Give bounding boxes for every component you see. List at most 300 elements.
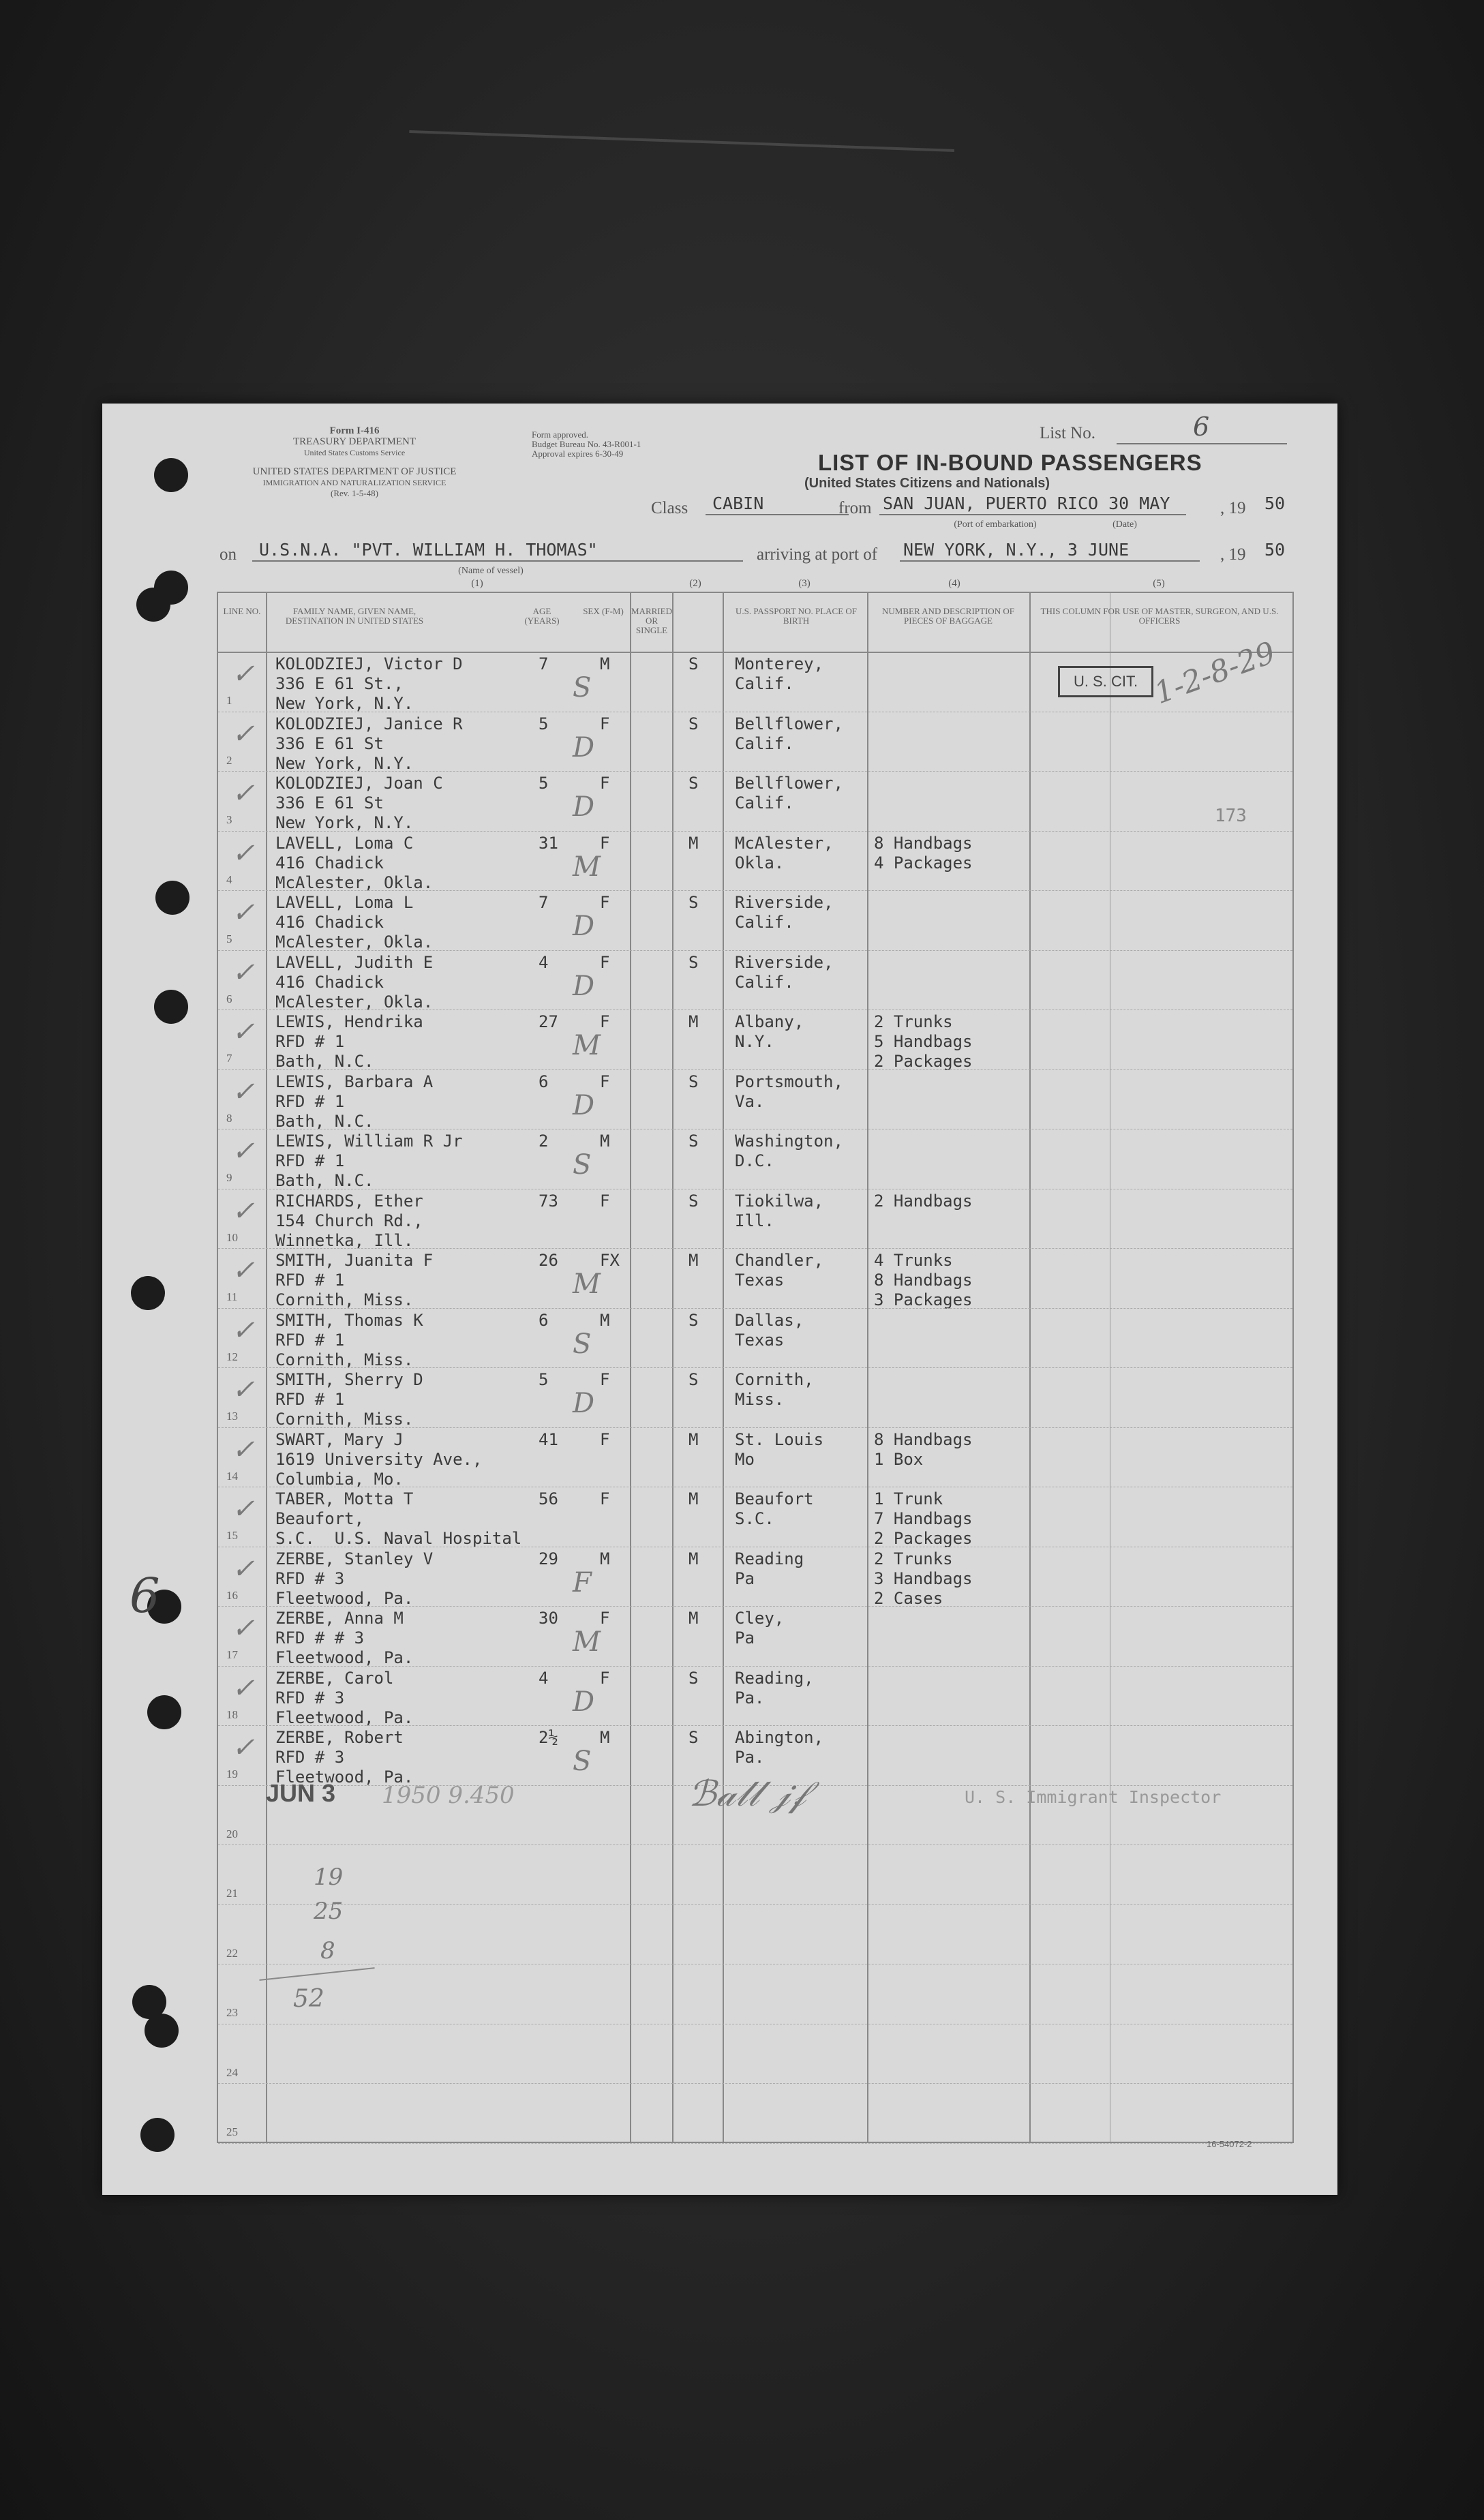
passenger-name: KOLODZIEJ, Joan C — [275, 774, 443, 793]
table-row — [218, 1069, 1292, 1129]
birth-place-1: Bellflower, — [735, 714, 843, 733]
passenger-sex: F — [600, 1668, 610, 1688]
line-number: 3 — [226, 813, 232, 826]
from-underline — [879, 514, 1186, 515]
birth-place-1: Reading — [735, 1549, 804, 1568]
passenger-sex: M — [600, 654, 610, 673]
check-mark: ✓ — [232, 1136, 255, 1167]
manifest-page — [102, 404, 1337, 2195]
check-mark: ✓ — [232, 1314, 255, 1346]
pencil-mark: S — [573, 1328, 592, 1360]
form-approved: Form approved. — [532, 429, 589, 440]
col-head-married: MARRIED OR SINGLE — [631, 606, 672, 635]
passenger-address-1: 416 Chadick — [275, 913, 384, 932]
inspector-label: U. S. Immigrant Inspector — [965, 1787, 1222, 1807]
passenger-age: 7 — [539, 654, 549, 673]
passenger-name: LAVELL, Loma C — [275, 833, 414, 853]
passenger-address-1: RFD # 3 — [275, 1748, 345, 1767]
col-num-3: (3) — [798, 578, 811, 589]
marital-status: S — [688, 1370, 699, 1389]
passenger-age: 5 — [539, 774, 549, 793]
baggage-3: 2 Cases — [874, 1588, 943, 1608]
date-caption: (Date) — [1112, 519, 1137, 530]
line-number: 15 — [226, 1529, 238, 1542]
passenger-sex: F — [600, 833, 610, 853]
passenger-address-1: RFD # # 3 — [275, 1628, 365, 1648]
from-label: from — [838, 499, 872, 517]
line-number: 21 — [226, 1887, 238, 1900]
check-mark: ✓ — [232, 897, 255, 928]
check-mark: ✓ — [232, 837, 255, 869]
table-row — [218, 831, 1292, 891]
passenger-table — [217, 592, 1294, 2143]
port-embarkation-caption: (Port of embarkation) — [954, 519, 1037, 530]
passenger-name: SMITH, Thomas K — [275, 1310, 423, 1330]
marital-status: S — [688, 1191, 699, 1211]
vessel-caption: (Name of vessel) — [458, 566, 524, 576]
check-mark: ✓ — [232, 1016, 255, 1048]
baggage-3: 2 Packages — [874, 1529, 973, 1548]
marital-status: S — [688, 1310, 699, 1330]
passenger-age: 27 — [539, 1012, 558, 1031]
passenger-name: SMITH, Sherry D — [275, 1370, 423, 1389]
year-value-1: 50 — [1265, 494, 1286, 513]
passenger-address-1: RFD # 1 — [275, 1271, 345, 1290]
birth-place-2: Pa. — [735, 1688, 765, 1707]
birth-place-2: D.C. — [735, 1151, 774, 1170]
passenger-address-1: 416 Chadick — [275, 972, 384, 992]
check-mark: ✓ — [232, 1374, 255, 1406]
line-number: 25 — [226, 2125, 238, 2138]
table-row — [218, 771, 1292, 831]
marital-status: S — [688, 952, 699, 972]
passenger-address-1: RFD # 3 — [275, 1568, 345, 1588]
line-number: 20 — [226, 1827, 238, 1840]
baggage-1: 2 Trunks — [874, 1549, 953, 1568]
arrival-underline — [900, 560, 1200, 562]
line-number: 23 — [226, 2006, 238, 2019]
page-title: LIST OF IN-BOUND PASSENGERS — [818, 450, 1202, 475]
margin-mark: 6 — [130, 1568, 160, 1624]
line-number: 18 — [226, 1707, 238, 1721]
passenger-sex: M — [600, 1310, 610, 1330]
budget-bureau: Budget Bureau No. 43-R001-1 — [532, 439, 641, 449]
list-no-label: List No. — [1040, 424, 1095, 442]
from-value: SAN JUAN, PUERTO RICO 30 MAY — [883, 494, 1170, 513]
pencil-mark: F — [573, 1566, 592, 1598]
passenger-age: 2½ — [539, 1728, 558, 1747]
passenger-address-1: 336 E 61 St — [275, 793, 384, 813]
birth-place-2: N.Y. — [735, 1032, 774, 1051]
table-row — [218, 1487, 1292, 1547]
check-mark: ✓ — [232, 1672, 255, 1704]
table-row — [218, 1547, 1292, 1607]
birth-place-1: Riverside, — [735, 893, 834, 912]
passenger-address-1: RFD # 1 — [275, 1151, 345, 1170]
baggage-3: 3 Packages — [874, 1290, 973, 1309]
table-row — [218, 712, 1292, 772]
birth-place-1: Albany, — [735, 1012, 804, 1031]
year-value-2: 50 — [1265, 540, 1286, 560]
empty-row — [218, 2083, 1292, 2143]
birth-place-1: Abington, — [735, 1728, 824, 1747]
passenger-name: SMITH, Juanita F — [275, 1251, 434, 1270]
col-head-birth: U.S. PASSPORT NO. PLACE OF BIRTH — [735, 606, 858, 626]
check-mark: ✓ — [232, 718, 255, 750]
passenger-sex: F — [600, 893, 610, 912]
passenger-name: TABER, Motta T — [275, 1489, 414, 1508]
birth-place-2: Calif. — [735, 674, 794, 693]
passenger-sex: F — [600, 1191, 610, 1211]
list-no-value: 6 — [1193, 412, 1210, 442]
baggage-1: 2 Trunks — [874, 1012, 953, 1031]
passenger-sex: M — [600, 1132, 610, 1151]
vessel-underline — [252, 560, 743, 562]
arrival-port-date: NEW YORK, N.Y., 3 JUNE — [903, 540, 1130, 560]
passenger-address-2: S.C. U.S. Naval Hospital — [275, 1529, 522, 1548]
baggage-3: 2 Packages — [874, 1052, 973, 1071]
baggage-2: 8 Handbags — [874, 1271, 973, 1290]
line-number: 11 — [226, 1290, 238, 1303]
table-row — [218, 1606, 1292, 1666]
ins-service: IMMIGRATION AND NATURALIZATION SERVICE — [262, 478, 446, 487]
passenger-sex: F — [600, 1370, 610, 1389]
passenger-age: 6 — [539, 1310, 549, 1330]
birth-place-1: Washington, — [735, 1132, 843, 1151]
passenger-sex: F — [600, 1072, 610, 1091]
arriving-label: arriving at port of — [757, 545, 878, 564]
passenger-address-2: New York, N.Y. — [275, 694, 414, 713]
pencil-mark: S — [573, 1149, 592, 1181]
passenger-address-2: Cornith, Miss. — [275, 1290, 414, 1309]
pencil-mark: D — [573, 731, 595, 763]
birth-place-1: Dallas, — [735, 1310, 804, 1330]
marital-status: S — [688, 1132, 699, 1151]
passenger-sex: F — [600, 952, 610, 972]
table-row — [218, 1009, 1292, 1069]
birth-place-1: Portsmouth, — [735, 1072, 843, 1091]
line-number: 7 — [226, 1052, 232, 1065]
punch-hole — [154, 458, 188, 492]
line-number: 14 — [226, 1469, 238, 1483]
line-number: 1 — [226, 694, 232, 707]
footer-code: 16-54072-2 — [1207, 2139, 1252, 2149]
baggage-2: 5 Handbags — [874, 1032, 973, 1051]
passenger-name: LAVELL, Judith E — [275, 952, 434, 972]
passenger-sex: F — [600, 1489, 610, 1508]
passenger-name: LEWIS, Hendrika — [275, 1012, 423, 1031]
passenger-address-2: Cornith, Miss. — [275, 1410, 414, 1429]
passenger-age: 41 — [539, 1429, 558, 1449]
col-head-sex: SEX (F-M) — [583, 606, 624, 616]
passenger-age: 29 — [539, 1549, 558, 1568]
punch-hole — [147, 1695, 181, 1729]
line-number: 16 — [226, 1588, 238, 1602]
date-stamp: JUN 3 — [266, 1779, 336, 1807]
marital-status: M — [688, 1251, 699, 1270]
tally-total: 52 — [293, 1985, 324, 2013]
inspector-signature: ℬ𝒶𝓁𝓁 𝒿𝒻 — [688, 1774, 806, 1815]
punch-hole — [145, 2014, 179, 2048]
empty-row — [218, 2024, 1292, 2084]
punch-hole — [140, 2118, 175, 2152]
tally-3: 8 — [320, 1937, 335, 1964]
table-row — [218, 1367, 1292, 1427]
passenger-sex: F — [600, 1609, 610, 1628]
pencil-mark: D — [573, 1388, 595, 1419]
passenger-address-2: McAlester, Okla. — [275, 992, 434, 1012]
table-row — [218, 1129, 1292, 1189]
us-citizen-stamp: U. S. CIT. — [1058, 666, 1153, 697]
col-head-name: FAMILY NAME, GIVEN NAME, DESTINATION IN UNITED STATES — [285, 606, 424, 626]
baggage-1: 2 Handbags — [874, 1191, 973, 1211]
baggage-2: 1 Box — [874, 1449, 924, 1469]
passenger-sex: F — [600, 1429, 610, 1449]
check-mark: ✓ — [232, 1255, 255, 1286]
check-mark: ✓ — [232, 1433, 255, 1466]
marital-status: M — [688, 833, 699, 853]
birth-place-2: Calif. — [735, 913, 794, 932]
table-row — [218, 1666, 1292, 1726]
check-mark: ✓ — [232, 1076, 255, 1108]
marital-status: M — [688, 1489, 699, 1508]
birth-place-2: Okla. — [735, 853, 785, 872]
birth-place-2: Pa — [735, 1628, 755, 1648]
marital-status: S — [688, 654, 699, 673]
list-no-underline — [1117, 443, 1287, 444]
birth-place-1: Riverside, — [735, 952, 834, 972]
marital-status: S — [688, 774, 699, 793]
passenger-address-1: RFD # 1 — [275, 1032, 345, 1051]
pencil-mark: S — [573, 672, 592, 703]
line-number: 17 — [226, 1648, 238, 1661]
page-subtitle: (United States Citizens and Nationals) — [804, 476, 1050, 491]
table-row — [218, 950, 1292, 1010]
passenger-sex: FX — [600, 1251, 620, 1270]
passenger-sex: F — [600, 774, 610, 793]
form-number: Form I-416 — [329, 425, 380, 436]
empty-row — [218, 1845, 1292, 1904]
birth-place-1: St. Louis — [735, 1429, 824, 1449]
pencil-mark: M — [573, 1030, 601, 1061]
tally-2: 25 — [314, 1898, 344, 1925]
passenger-age: 30 — [539, 1609, 558, 1628]
passenger-sex: M — [600, 1549, 610, 1568]
officer-note: 1-2-8-29 — [1149, 635, 1280, 712]
passenger-age: 2 — [539, 1132, 549, 1151]
line-number: 6 — [226, 992, 232, 1005]
line-number: 5 — [226, 932, 232, 945]
passenger-address-2: Fleetwood, Pa. — [275, 1767, 414, 1787]
birth-place-2: Ill. — [735, 1211, 774, 1230]
passenger-address-2: McAlester, Okla. — [275, 872, 434, 892]
pencil-mark: S — [573, 1746, 592, 1777]
marital-status: M — [688, 1549, 699, 1568]
check-mark: ✓ — [232, 658, 255, 690]
check-mark: ✓ — [232, 1613, 255, 1644]
birth-place-1: Beaufort — [735, 1489, 814, 1508]
birth-place-2: Calif. — [735, 972, 794, 992]
birth-place-1: Reading, — [735, 1668, 814, 1688]
passenger-address-1: RFD # 1 — [275, 1091, 345, 1111]
passenger-address-1: RFD # 1 — [275, 1330, 345, 1350]
marital-status: S — [688, 714, 699, 733]
pencil-mark: D — [573, 911, 595, 942]
year-prefix-2: , 19 — [1220, 545, 1246, 564]
passenger-sex: F — [600, 1012, 610, 1031]
check-mark: ✓ — [232, 1732, 255, 1763]
passenger-name: SWART, Mary J — [275, 1429, 404, 1449]
justice-dept: UNITED STATES DEPARTMENT OF JUSTICE — [252, 466, 457, 477]
class-value: CABIN — [712, 494, 764, 513]
year-prefix-1: , 19 — [1220, 499, 1246, 517]
passenger-address-2: Columbia, Mo. — [275, 1469, 404, 1489]
passenger-name: KOLODZIEJ, Victor D — [275, 654, 463, 673]
passenger-address-2: Fleetwood, Pa. — [275, 1588, 414, 1608]
pencil-mark: M — [573, 851, 601, 883]
baggage-1: 1 Trunk — [874, 1489, 943, 1508]
marital-status: S — [688, 1728, 699, 1747]
line-number: 24 — [226, 2065, 238, 2079]
col-head-officers: THIS COLUMN FOR USE OF MASTER, SURGEON, AND U.S. OFFICERS — [1040, 606, 1279, 626]
passenger-address-2: Bath, N.C. — [275, 1052, 374, 1071]
marital-status: M — [688, 1429, 699, 1449]
passenger-address-2: Fleetwood, Pa. — [275, 1648, 414, 1667]
pencil-mark: D — [573, 791, 595, 823]
page-count: 173 — [1215, 806, 1247, 826]
vessel-name: U.S.N.A. "PVT. WILLIAM H. THOMAS" — [259, 540, 598, 560]
line-number: 22 — [226, 1946, 238, 1960]
tally-1: 19 — [314, 1864, 344, 1891]
marital-status: S — [688, 1668, 699, 1688]
birth-place-2: Calif. — [735, 793, 794, 813]
passenger-name: ZERBE, Robert — [275, 1728, 404, 1747]
birth-place-1: Bellflower, — [735, 774, 843, 793]
table-row — [218, 1427, 1292, 1487]
passenger-age: 7 — [539, 893, 549, 912]
birth-place-2: Calif. — [735, 733, 794, 753]
birth-place-1: Monterey, — [735, 654, 824, 673]
table-row — [218, 1189, 1292, 1249]
passenger-address-1: RFD # 3 — [275, 1688, 345, 1707]
passenger-age: 26 — [539, 1251, 558, 1270]
passenger-address-2: Bath, N.C. — [275, 1171, 374, 1190]
birth-place-1: Chandler, — [735, 1251, 824, 1270]
marital-status: M — [688, 1012, 699, 1031]
line-number: 8 — [226, 1111, 232, 1125]
birth-place-1: McAlester, — [735, 833, 834, 853]
passenger-age: 5 — [539, 714, 549, 733]
pencil-mark: D — [573, 1686, 595, 1718]
check-mark: ✓ — [232, 1195, 255, 1227]
customs-service: United States Customs Service — [303, 448, 406, 457]
line-number: 4 — [226, 872, 232, 886]
passenger-address-2: Bath, N.C. — [275, 1111, 374, 1131]
marital-status: S — [688, 1072, 699, 1091]
line-number: 12 — [226, 1350, 238, 1363]
passenger-address-1: 416 Chadick — [275, 853, 384, 872]
passenger-age: 31 — [539, 833, 558, 853]
treasury-dept: TREASURY DEPARTMENT — [292, 436, 417, 447]
birth-place-2: Va. — [735, 1091, 765, 1111]
passenger-age: 6 — [539, 1072, 549, 1091]
passenger-address-1: Beaufort, — [275, 1509, 365, 1528]
check-mark: ✓ — [232, 956, 255, 988]
punch-hole — [136, 588, 170, 622]
birth-place-1: Cornith, — [735, 1370, 814, 1389]
empty-row — [218, 1904, 1292, 1964]
passenger-age: 4 — [539, 1668, 549, 1688]
empty-row — [218, 1964, 1292, 2024]
passenger-address-2: Winnetka, Ill. — [275, 1230, 414, 1250]
passenger-name: ZERBE, Anna M — [275, 1609, 404, 1628]
birth-place-2: Mo — [735, 1449, 755, 1469]
birth-place-2: Miss. — [735, 1390, 785, 1409]
baggage-2: 3 Handbags — [874, 1568, 973, 1588]
passenger-name: LAVELL, Loma L — [275, 893, 414, 912]
class-underline — [706, 514, 849, 515]
baggage-1: 4 Trunks — [874, 1251, 953, 1270]
passenger-address-1: 154 Church Rd., — [275, 1211, 423, 1230]
passenger-address-1: 1619 University Ave., — [275, 1449, 483, 1469]
birth-place-2: S.C. — [735, 1509, 774, 1528]
punch-hole — [154, 990, 188, 1024]
passenger-address-2: New York, N.Y. — [275, 753, 414, 773]
marital-status: M — [688, 1609, 699, 1628]
passenger-address-2: Cornith, Miss. — [275, 1350, 414, 1369]
passenger-address-2: New York, N.Y. — [275, 813, 414, 832]
check-mark: ✓ — [232, 1493, 255, 1525]
row-divider — [218, 2143, 1292, 2144]
passenger-address-1: 336 E 61 St., — [275, 674, 404, 693]
passenger-address-1: 336 E 61 St — [275, 733, 384, 753]
baggage-2: 4 Packages — [874, 853, 973, 872]
col-head-line: LINE NO. — [223, 606, 261, 616]
inspection-stamp: 1950 9.450 — [382, 1782, 515, 1809]
line-number: 9 — [226, 1171, 232, 1184]
passenger-address-1: RFD # 1 — [275, 1390, 345, 1409]
birth-place-2: Texas — [735, 1330, 785, 1350]
approval-expires: Approval expires 6-30-49 — [532, 449, 624, 459]
check-mark: ✓ — [232, 778, 255, 809]
passenger-sex: M — [600, 1728, 610, 1747]
form-revision: (Rev. 1-5-48) — [331, 488, 378, 498]
table-row — [218, 1248, 1292, 1308]
line-number: 19 — [226, 1767, 238, 1780]
line-number: 2 — [226, 753, 232, 767]
class-label: Class — [651, 499, 688, 517]
baggage-1: 8 Handbags — [874, 833, 973, 853]
punch-hole — [131, 1276, 165, 1310]
line-number: 13 — [226, 1410, 238, 1423]
birth-place-2: Texas — [735, 1271, 785, 1290]
passenger-name: LEWIS, William R Jr — [275, 1132, 463, 1151]
table-row — [218, 890, 1292, 950]
col-num-5: (5) — [1153, 578, 1165, 589]
baggage-2: 7 Handbags — [874, 1509, 973, 1528]
passenger-name: LEWIS, Barbara A — [275, 1072, 434, 1091]
col-num-1: (1) — [471, 578, 483, 589]
marital-status: S — [688, 893, 699, 912]
pencil-mark: D — [573, 1089, 595, 1121]
birth-place-2: Pa. — [735, 1748, 765, 1767]
passenger-age: 5 — [539, 1370, 549, 1389]
passenger-age: 4 — [539, 952, 549, 972]
birth-place-1: Tiokilwa, — [735, 1191, 824, 1211]
punch-hole — [155, 881, 190, 915]
passenger-name: KOLODZIEJ, Janice R — [275, 714, 463, 733]
passenger-age: 73 — [539, 1191, 558, 1211]
